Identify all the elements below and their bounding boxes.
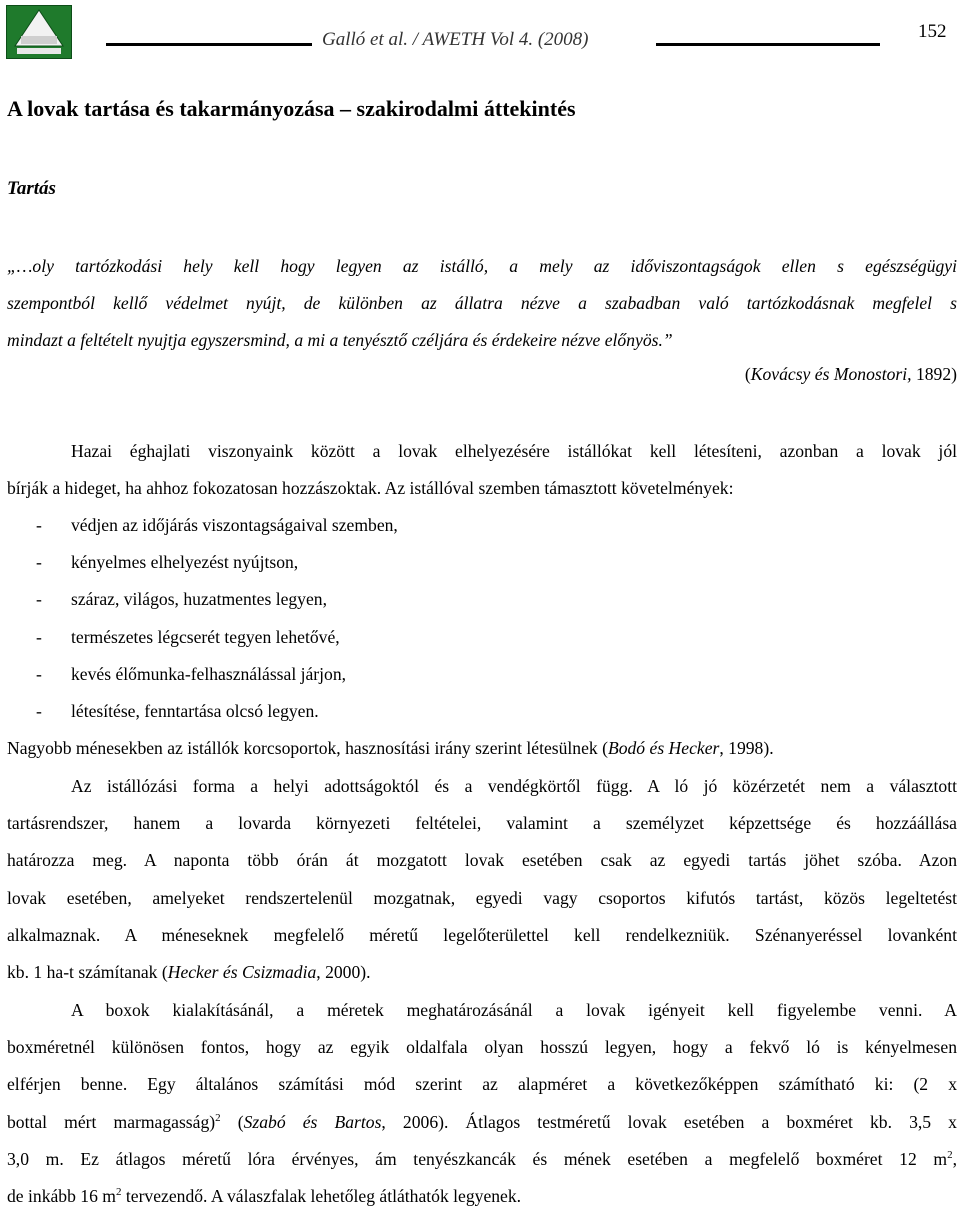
paragraph-line: határozza meg. A naponta több órán át mozgatott lovak esetében csak az egyedi tartás jöhet szóba. Azon [7,850,957,871]
paragraph-line: bottal mért marmagasság)$^2$ (Szabó és Bartos, 2006). Átlagos testméretű lovak esetében a boxméret kb. 3,5 x [7,1111,957,1132]
paragraph-line: boxméretnél különösen fontos, hogy az egyik oldalfala olyan hosszú legyen, hogy a fekvő ló is kényelmesen [7,1037,957,1058]
paragraph-line: Az istállózási forma a helyi adottságoktól és a vendégkörtől függ. A ló jó közérzetét nem a választott [71,776,957,796]
paragraph-line: elférjen benne. Egy általános számítási mód szerint az alapméret a következőképpen számítható ki: (2 x [7,1074,957,1095]
paragraph-2: Nagyobb ménesekben az istállók korcsoportok, hasznosítási irány szerint létesülnek (Bodó és Hecker, 1998). [7,738,774,758]
paragraph-line: 3,0 m. Ez átlagos méretű lóra érvényes, ám tenyészkancák és mének esetében a megfelelő boxméret 12 $m^2$, [7,1148,957,1169]
paragraph-line: tartásrendszer, hanem a lovarda környezeti feltételei, valamint a személyzet képzettsége és hozzáállása [7,813,957,834]
requirements-list [7,507,907,730]
paragraph-line: Hazai éghajlati viszonyaink között a lovak elhelyezésére istállókat kell létesíteni, azonban a lovak jól [71,441,957,461]
list-item: - védjen az időjárás viszontagságaival szemben, [36,515,398,535]
paragraph-line: de inkább 16 $m^2$ tervezendő. A válaszfalak lehetőleg átláthatók legyenek. [7,1186,522,1207]
page-number: 152 [918,21,947,42]
list-item: - kevés élőmunka-felhasználással járjon, [36,663,347,684]
list-item: - természetes légcserét tegyen lehetővé, [36,626,340,647]
paragraph-4 [7,992,957,1215]
journal-logo [6,5,72,59]
paragraph-1 [7,433,957,507]
journal-citation: Galló et al. / AWETH Vol 4. (2008) [322,29,589,50]
paragraph-line: bírják a hideget, ha ahhoz fokozatosan hozzászoktak. Az istállóval szemben támasztott követelmények: [7,478,734,499]
paragraph-line: alkalmaznak. A méneseknek megfelelő méretű legelőterülettel kell rendelkezniük. Szénanyeréssel lovanként [7,924,957,945]
article-title: A lovak tartása és takarmányozása – szakirodalmi áttekintés [7,96,576,121]
quote-line: mindazt a feltételt nyujtja egyszersmind, a mi a tenyésztő czéljára és érdekeire nézve előnyös.” [7,330,673,351]
paragraph-line: lovak esetében, amelyeket rendszertelenül mozgatnak, egyedi vagy csoportos kifutós tartást, közös legeltetést [7,887,957,908]
header-rule-left [106,43,312,46]
list-item: - száraz, világos, huzatmentes legyen, [36,589,327,610]
quote-line: szempontból kellő védelmet nyújt, de különben az állatra nézve a szabadban való tartózkodásnak megfelel s [7,293,957,314]
quote-citation: (Kovácsy és Monostori, 1892) [744,364,957,384]
quote-line: „…oly tartózkodási hely kell hogy legyen az istálló, a mely az időviszontagságok ellen s egészségügyi [7,256,957,276]
list-item: - kényelmes elhelyezést nyújtson, [36,552,299,573]
paragraph-line: A boxok kialakításánál, a méretek meghatározásánál a lovak igényeit kell figyelembe venni. A [71,1000,957,1020]
list-item: - létesítése, fenntartása olcsó legyen. [36,701,319,722]
quote-block [7,248,957,360]
paragraph-line: kb. 1 ha-t számítanak (Hecker és Csizmadia, 2000). [7,962,371,983]
header-rule-right [656,43,880,46]
paragraph-3 [7,768,957,991]
section-heading: Tartás [7,178,56,199]
